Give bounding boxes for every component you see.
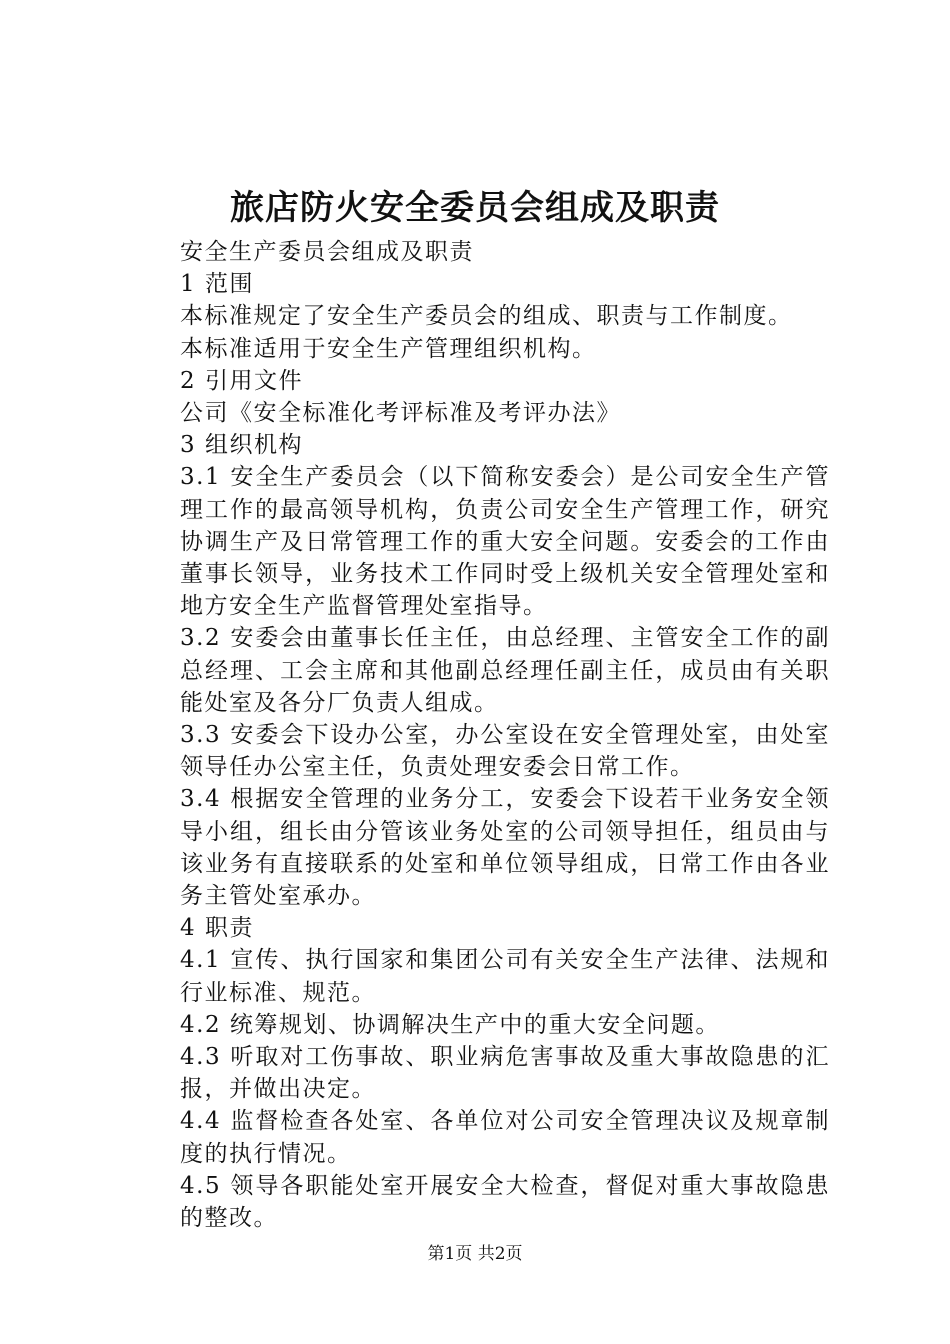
paragraph: 3.3 安委会下设办公室，办公室设在安全管理处室，由处室领导任办公室主任，负责处理安委会日常工作。: [180, 722, 830, 781]
paragraph: 4.2 统筹规划、协调解决生产中的重大安全问题。: [180, 1011, 720, 1038]
document-title: 旅店防火安全委员会组成及职责: [230, 188, 720, 228]
section-heading: 1 范围: [180, 271, 254, 298]
paragraph: 4.1 宣传、执行国家和集团公司有关安全生产法律、法规和行业标准、规范。: [180, 947, 830, 1006]
page-footer: 第1页 共2页: [427, 1244, 523, 1264]
paragraph: 公司《安全标准化考评标准及考评办法》: [180, 400, 621, 427]
document-body: [128, 236, 830, 1234]
paragraph: 3.4 根据安全管理的业务分工，安委会下设若干业务安全领导小组，组长由分管该业务处室的公司领导担任，组员由与该业务有直接联系的处室和单位领导组成，日常工作由各业务主管处室承办。: [180, 786, 830, 910]
section-heading: 3 组织机构: [180, 432, 303, 459]
paragraph: 安全生产委员会组成及职责: [180, 239, 474, 265]
paragraph: 本标准适用于安全生产管理组织机构。: [180, 335, 597, 362]
paragraph: 3.2 安委会由董事长任主任，由总经理、主管安全工作的副总经理、工会主席和其他副总经理任副主任，成员由有关职能处室及各分厂负责人组成。: [180, 625, 830, 716]
section-heading: 4 职责: [180, 915, 254, 942]
paragraph: 4.3 听取对工伤事故、职业病危害事故及重大事故隐患的汇报，并做出决定。: [180, 1044, 830, 1103]
paragraph: 4.4 监督检查各处室、各单位对公司安全管理决议及规章制度的执行情况。: [180, 1108, 830, 1167]
paragraph: 4.5 领导各职能处室开展安全大检查，督促对重大事故隐患的整改。: [180, 1172, 830, 1232]
paragraph: 3.1 安全生产委员会（以下简称安委会）是公司安全生产管理工作的最高领导机构，负责公司安全生产管理工作，研究协调生产及日常管理工作的重大安全问题。安委会的工作由董事长领导，业务技术工作同时受上级机关安全管理处室和地方安全生产监督管理处室指导。: [180, 464, 830, 620]
paragraph: 本标准规定了安全生产委员会的组成、职责与工作制度。: [180, 303, 793, 330]
section-heading: 2 引用文件: [180, 367, 303, 394]
